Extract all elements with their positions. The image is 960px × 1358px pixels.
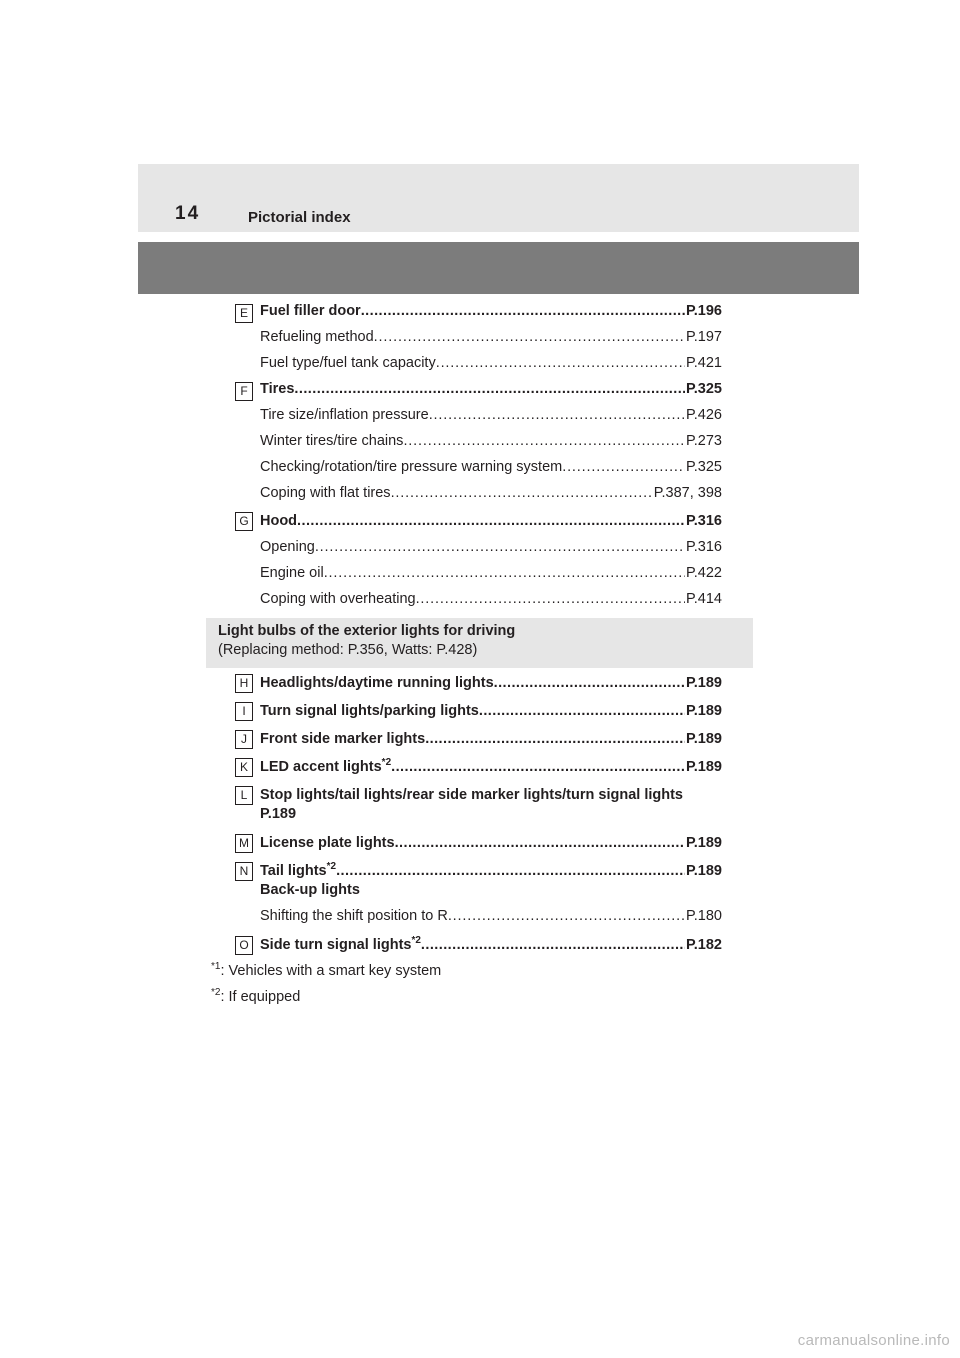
- index-entry-flat-tires[interactable]: [260, 483, 722, 503]
- leader-dots: [421, 935, 685, 955]
- leader-dots: [336, 861, 685, 881]
- entry-page: P.414: [685, 591, 722, 607]
- index-entry-turn-signal-lights[interactable]: [260, 701, 722, 721]
- entry-label: Winter tires/tire chains: [260, 433, 404, 449]
- leader-dots: [562, 457, 685, 477]
- header-bar: [138, 164, 859, 232]
- note-title: Light bulbs of the exterior lights for driving: [218, 623, 516, 639]
- entry-label: [260, 935, 421, 955]
- entry-label: Fuel type/fuel tank capacity: [260, 355, 436, 371]
- index-entry-led-accent-lights[interactable]: [260, 757, 722, 777]
- entry-label-text: Side turn signal lights: [260, 937, 412, 953]
- entry-label: Shifting the shift position to R: [260, 908, 448, 924]
- entry-label: [260, 757, 391, 777]
- entry-page: P.421: [685, 355, 722, 371]
- entry-label: [260, 861, 336, 881]
- leader-dots: [448, 906, 685, 926]
- entry-page: P.197: [685, 329, 722, 345]
- leader-dots: [374, 327, 685, 347]
- leader-dots: [479, 701, 685, 721]
- letter-box-k: K: [235, 758, 253, 777]
- index-entry-stop-lights-page[interactable]: P.189: [260, 806, 297, 822]
- letter-box-o: O: [235, 936, 253, 955]
- index-entry-engine-oil[interactable]: [260, 563, 722, 583]
- leader-dots: [494, 673, 685, 693]
- letter-box-n: N: [235, 862, 253, 881]
- index-entry-tires[interactable]: [260, 379, 722, 399]
- leader-dots: [403, 431, 685, 451]
- leader-dots: [416, 589, 685, 609]
- footnote-ref: *2: [381, 757, 392, 768]
- index-entry-tire-size[interactable]: [260, 405, 722, 425]
- leader-dots: [315, 537, 685, 557]
- entry-page: P.273: [685, 433, 722, 449]
- footnote-mark: *1: [211, 961, 221, 972]
- entry-page: P.189: [685, 863, 722, 879]
- index-entry-overheating[interactable]: [260, 589, 722, 609]
- letter-box-i: I: [235, 702, 253, 721]
- entry-label: Checking/rotation/tire pressure warning system: [260, 459, 563, 475]
- leader-dots: [436, 353, 685, 373]
- entry-page: P.189: [685, 759, 722, 775]
- index-entry-license-plate-lights[interactable]: [260, 833, 722, 853]
- index-entry-fuel-type[interactable]: [260, 353, 722, 373]
- entry-label: Headlights/daytime running lights: [260, 675, 494, 691]
- letter-box-g: G: [235, 512, 253, 531]
- watermark: carmanualsonline.info: [797, 1332, 950, 1349]
- entry-label: Opening: [260, 539, 315, 555]
- index-entry-refueling-method[interactable]: [260, 327, 722, 347]
- entry-label: Fuel filler door: [260, 303, 361, 319]
- index-entry-fuel-filler-door[interactable]: [260, 301, 722, 321]
- letter-box-m: M: [235, 834, 253, 853]
- header-dark-band: [138, 242, 859, 294]
- leader-dots: [294, 379, 685, 399]
- entry-label: Coping with flat tires: [260, 485, 391, 501]
- index-entry-winter-tires[interactable]: [260, 431, 722, 451]
- leader-dots: [361, 301, 685, 321]
- index-entry-back-up-lights[interactable]: Back-up lights: [260, 882, 360, 898]
- footnote-text: : Vehicles with a smart key system: [220, 963, 442, 979]
- entry-label: License plate lights: [260, 835, 395, 851]
- entry-label-text: LED accent lights: [260, 759, 382, 775]
- page-number: 14: [175, 203, 201, 224]
- leader-dots: [391, 483, 653, 503]
- index-entry-tire-pressure-warning[interactable]: [260, 457, 722, 477]
- entry-page: P.387, 398: [653, 485, 722, 501]
- leader-dots: [324, 563, 685, 583]
- footnote-2: [211, 987, 300, 1007]
- leader-dots: [395, 833, 685, 853]
- entry-label: Hood: [260, 513, 298, 529]
- entry-page: P.316: [685, 539, 722, 555]
- letter-box-l: L: [235, 786, 253, 805]
- footnote-text: : If equipped: [220, 989, 301, 1005]
- entry-label: Engine oil: [260, 565, 324, 581]
- index-entry-shift-position-r[interactable]: [260, 906, 722, 926]
- section-title: Pictorial index: [248, 209, 351, 226]
- index-entry-stop-lights[interactable]: Stop lights/tail lights/rear side marker lights/turn signal lights: [260, 787, 683, 803]
- entry-label: Refueling method: [260, 329, 374, 345]
- entry-page: P.426: [685, 407, 722, 423]
- footnote-mark: *2: [211, 987, 221, 998]
- entry-page: P.422: [685, 565, 722, 581]
- entry-page: P.189: [685, 731, 722, 747]
- entry-page: P.196: [685, 303, 722, 319]
- index-entry-front-side-marker[interactable]: [260, 729, 722, 749]
- entry-label: Coping with overheating: [260, 591, 416, 607]
- entry-page: P.316: [685, 513, 722, 529]
- entry-page: P.189: [685, 675, 722, 691]
- leader-dots: [391, 757, 685, 777]
- entry-label-text: Tail lights: [260, 863, 327, 879]
- entry-page: P.189: [685, 703, 722, 719]
- index-entry-side-turn-signal[interactable]: [260, 935, 722, 955]
- entry-page: P.182: [685, 937, 722, 953]
- entry-page: P.325: [685, 459, 722, 475]
- entry-page: P.189: [685, 835, 722, 851]
- index-entry-headlights[interactable]: [260, 673, 722, 693]
- index-entry-opening[interactable]: [260, 537, 722, 557]
- footnote-ref: *2: [326, 861, 337, 872]
- entry-label: Front side marker lights: [260, 731, 426, 747]
- leader-dots: [297, 511, 685, 531]
- entry-page: P.180: [685, 908, 722, 924]
- leader-dots: [429, 405, 685, 425]
- index-entry-tail-lights[interactable]: [260, 861, 722, 881]
- letter-box-j: J: [235, 730, 253, 749]
- letter-box-e: E: [235, 304, 253, 323]
- entry-label: Tire size/inflation pressure: [260, 407, 429, 423]
- letter-box-h: H: [235, 674, 253, 693]
- leader-dots: [425, 729, 685, 749]
- note-subtitle: (Replacing method: P.356, Watts: P.428): [218, 642, 478, 658]
- footnote-1: [211, 961, 441, 981]
- letter-box-f: F: [235, 382, 253, 401]
- entry-page: P.325: [685, 381, 722, 397]
- footnote-ref: *2: [411, 935, 421, 946]
- entry-label: Turn signal lights/parking lights: [260, 703, 479, 719]
- index-entry-hood[interactable]: [260, 511, 722, 531]
- entry-label: Tires: [260, 381, 295, 397]
